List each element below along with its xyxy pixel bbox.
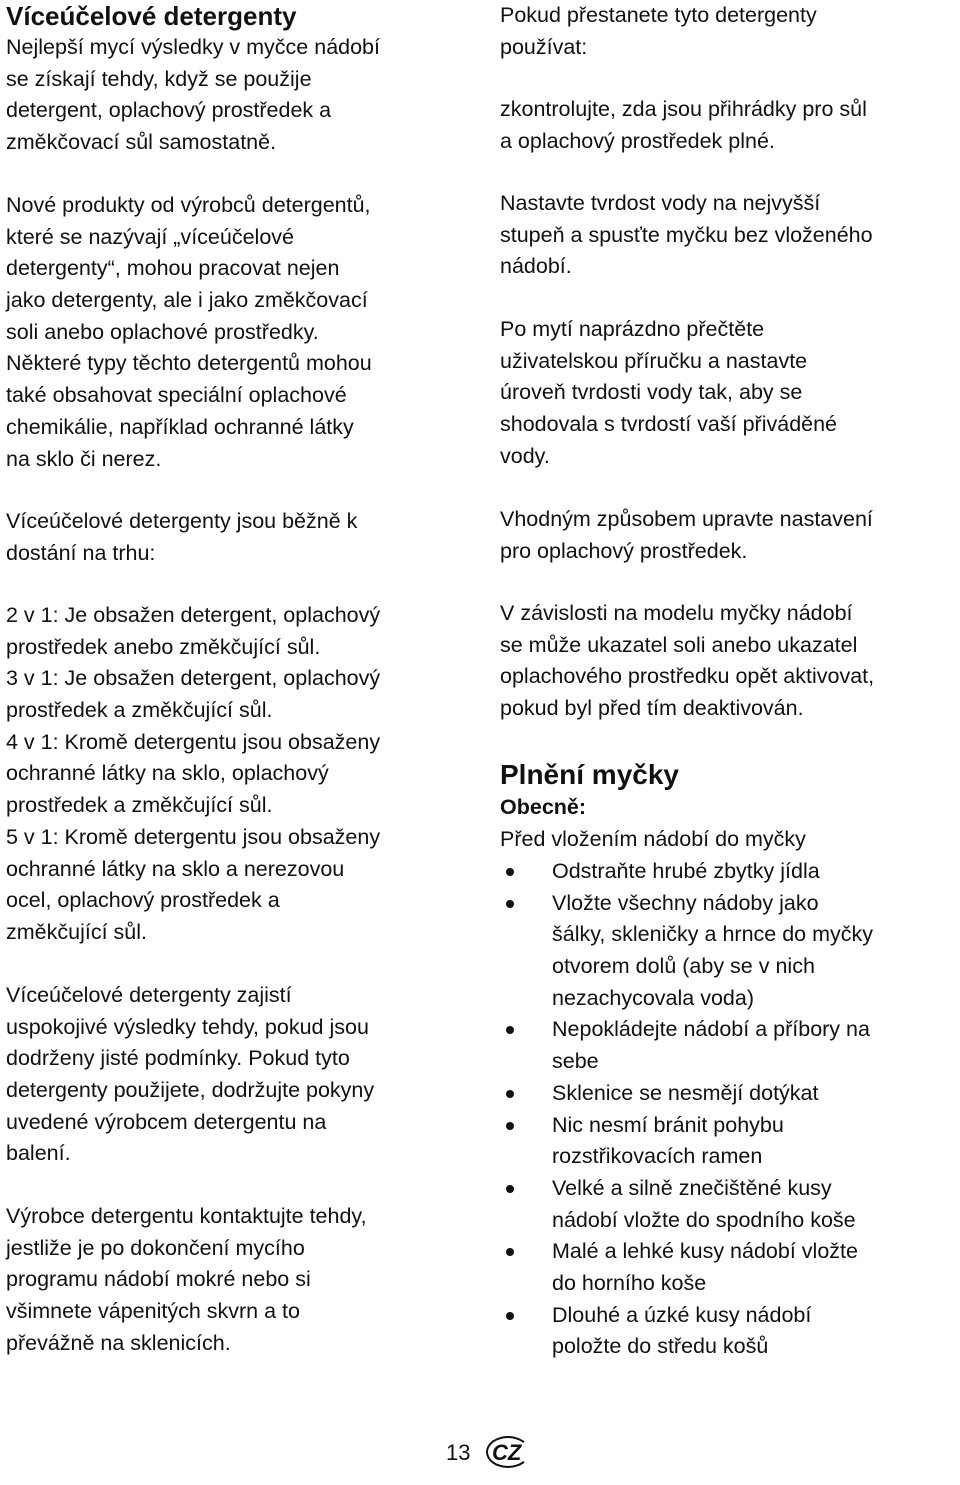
- text-line: jestliže je po dokončení mycího: [6, 1235, 305, 1260]
- text-line: detergenty“, mohou pracovat nejen: [6, 256, 340, 281]
- paragraph-rinse-aid-setting: [500, 504, 873, 567]
- paragraph-new-products: [6, 190, 372, 475]
- text-line: používat:: [500, 34, 588, 59]
- text-line: převážně na sklenicích.: [6, 1330, 231, 1355]
- text-line: detergent, oplachový prostředek a: [6, 98, 332, 123]
- paragraph-water-hardness: [500, 188, 873, 283]
- text-line: změkčující sůl.: [6, 919, 147, 944]
- list-item: [500, 1110, 958, 1173]
- text-line: úroveň tvrdosti vody tak, aby se: [500, 380, 803, 405]
- paragraph-conditions: [6, 980, 374, 1170]
- page-number: 13: [446, 1440, 471, 1465]
- text-line: Víceúčelové detergenty zajistí: [6, 983, 292, 1007]
- paragraph-indicators: [500, 598, 874, 725]
- list-item: [500, 888, 958, 1015]
- text-line: prostředek a změkčující sůl.: [6, 698, 273, 723]
- text-line: do horního koše: [552, 1270, 707, 1295]
- text-line: Výrobce detergentu kontaktujte tehdy,: [6, 1204, 367, 1228]
- text-line: balení.: [6, 1141, 71, 1166]
- text-line: Nastavte tvrdost vody na nejvyšší: [500, 191, 821, 215]
- text-line: 2 v 1: Je obsažen detergent, oplachový: [6, 603, 381, 627]
- list-item: [500, 1078, 958, 1110]
- bullet-icon: [506, 1026, 514, 1034]
- section-heading-loading: Plnění myčky: [500, 759, 679, 790]
- bullet-icon: [506, 1122, 514, 1130]
- text-line: dostání na trhu:: [6, 540, 156, 565]
- text-line: uspokojivé výsledky tehdy, pokud jsou: [6, 1014, 369, 1039]
- bullet-icon: [506, 900, 514, 908]
- text-line: Nic nesmí bránit pohybu: [552, 1112, 784, 1137]
- text-line: které se nazývají „víceúčelové: [6, 224, 294, 249]
- text-line: uvedené výrobcem detergentu na: [6, 1109, 327, 1134]
- text-line: také obsahovat speciální oplachové: [6, 383, 347, 408]
- text-line: Víceúčelové detergenty jsou běžně k: [6, 509, 358, 533]
- list-item: [500, 1300, 958, 1363]
- subheading-general: Obecně:: [500, 795, 587, 819]
- text-line: ochranné látky na sklo, oplachový: [6, 761, 329, 786]
- paragraph-check-compartments: [500, 94, 867, 157]
- text-line: oplachového prostředku opět aktivovat,: [500, 664, 875, 689]
- text-line: soli anebo oplachové prostředky.: [6, 319, 319, 344]
- text-line: se získají tehdy, když se použije: [6, 66, 312, 91]
- text-line: chemikálie, například ochranné látky: [6, 414, 354, 439]
- bullet-icon: [506, 1248, 514, 1256]
- loading-intro: [500, 824, 806, 856]
- bullet-icon: [506, 1185, 514, 1193]
- text-line: 5 v 1: Kromě detergentu jsou obsaženy: [6, 824, 381, 849]
- text-line: všimnete vápenitých skvrn a to: [6, 1299, 300, 1324]
- text-line: Vhodným způsobem upravte nastavení: [500, 507, 873, 531]
- text-line: položte do středu košů: [552, 1334, 769, 1359]
- list-item: [500, 856, 958, 888]
- text-line: Pokud přestanete tyto detergenty: [500, 3, 817, 27]
- text-line: otvorem dolů (aby se v nich: [552, 954, 815, 979]
- text-line: dodrženy jisté podmínky. Pokud tyto: [6, 1046, 350, 1071]
- text-line: 4 v 1: Kromě detergentu jsou obsaženy: [6, 729, 381, 754]
- text-line: a oplachový prostředek plné.: [500, 128, 775, 153]
- text-line: prostředek a změkčující sůl.: [6, 793, 273, 818]
- text-line: šálky, skleničky a hrnce do myčky: [552, 922, 874, 947]
- paragraph-intro: [6, 32, 380, 159]
- text-line: Nejlepší mycí výsledky v myčce nádobí: [6, 35, 380, 59]
- paragraph-types: [6, 600, 380, 949]
- language-code: CZ: [492, 1440, 522, 1465]
- text-line: sebe: [552, 1049, 599, 1074]
- text-line: Po mytí naprázdno přečtěte: [500, 317, 765, 341]
- text-line: 3 v 1: Je obsažen detergent, oplachový: [6, 666, 381, 691]
- text-line: Některé typy těchto detergentů mohou: [6, 351, 372, 376]
- page-footer: [446, 1436, 546, 1470]
- text-line: rozstřikovacích ramen: [552, 1144, 763, 1169]
- list-item: [500, 1014, 958, 1077]
- text-line: Velké a silně znečištěné kusy: [552, 1175, 832, 1200]
- text-line: pro oplachový prostředek.: [500, 538, 748, 563]
- text-line: jako detergenty, ale i jako změkčovací: [6, 288, 368, 313]
- bullet-icon: [506, 1090, 514, 1098]
- text-line: změkčovací sůl samostatně.: [6, 130, 277, 155]
- text-line: uživatelskou příručku a nastavte: [500, 348, 808, 373]
- text-line: nádobí.: [500, 254, 572, 279]
- list-item: [500, 1236, 958, 1299]
- list-item: [500, 1173, 958, 1236]
- paragraph-availability: [6, 506, 357, 569]
- text-line: prostředek anebo změkčující sůl.: [6, 634, 321, 659]
- text-line: Nepokládejte nádobí a příbory na: [552, 1017, 870, 1042]
- text-line: vody.: [500, 443, 550, 468]
- text-line: Odstraňte hrubé zbytky jídla: [552, 859, 820, 883]
- text-line: V závislosti na modelu myčky nádobí: [500, 601, 853, 625]
- text-line: programu nádobí mokré nebo si: [6, 1267, 311, 1292]
- text-line: se může ukazatel soli anebo ukazatel: [500, 632, 858, 657]
- paragraph-after-empty-wash: [500, 314, 837, 472]
- paragraph-contact-manufacturer: [6, 1201, 367, 1359]
- loading-instructions-list: [500, 856, 958, 1363]
- bullet-icon: [506, 868, 514, 876]
- text-line: shodovala s tvrdostí vaší přiváděné: [500, 412, 838, 437]
- bullet-icon: [506, 1312, 514, 1320]
- text-line: Nové produkty od výrobců detergentů,: [6, 193, 371, 217]
- text-line: ocel, oplachový prostředek a: [6, 888, 280, 913]
- text-line: nádobí vložte do spodního koše: [552, 1207, 856, 1232]
- text-line: zkontrolujte, zda jsou přihrádky pro sůl: [500, 97, 867, 121]
- language-badge: [486, 1436, 534, 1470]
- text-line: Před vložením nádobí do myčky: [500, 827, 806, 851]
- text-line: Vložte všechny nádoby jako: [552, 890, 819, 915]
- text-line: Malé a lehké kusy nádobí vložte: [552, 1239, 858, 1264]
- text-line: stupeň a spusťte myčku bez vloženého: [500, 222, 873, 247]
- paragraph-stop-using: [500, 0, 817, 63]
- section-heading-multipurpose-detergents: Víceúčelové detergenty: [6, 1, 297, 31]
- text-line: pokud byl před tím deaktivován.: [500, 696, 804, 721]
- text-line: detergenty použijete, dodržujte pokyny: [6, 1078, 375, 1103]
- text-line: ochranné látky na sklo a nerezovou: [6, 856, 345, 881]
- text-line: nezachycovala voda): [552, 985, 754, 1010]
- text-line: Sklenice se nesmějí dotýkat: [552, 1080, 819, 1105]
- text-line: Dlouhé a úzké kusy nádobí: [552, 1302, 812, 1327]
- text-line: na sklo či nerez.: [6, 446, 162, 471]
